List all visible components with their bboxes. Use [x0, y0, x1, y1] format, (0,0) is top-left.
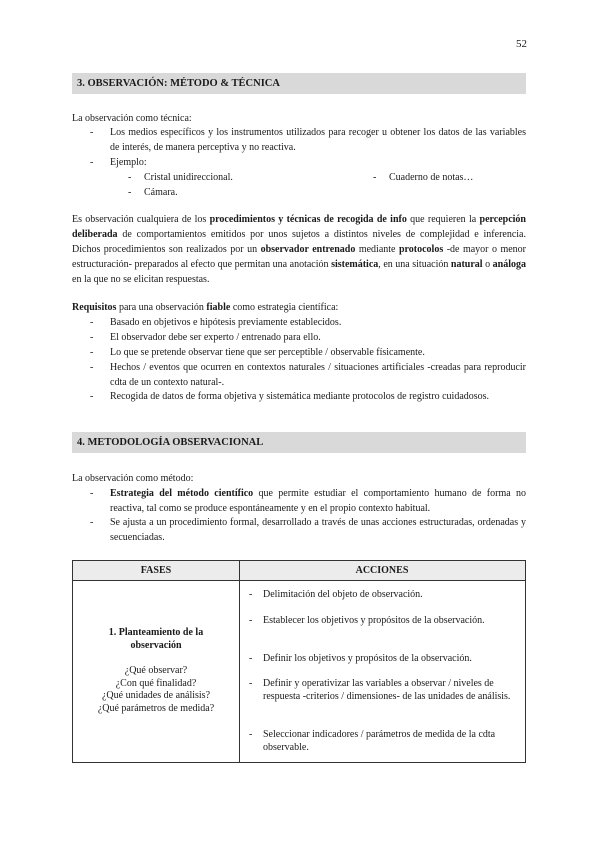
bullet-text: Los medios específicos y los instrumentos utilizados para recoger u obtener los datos de las variables de interés, de manera perceptiva y no reactiva. — [110, 127, 526, 153]
section-3-intro: La observación como técnica: — [72, 113, 192, 124]
page-number: 52 — [516, 38, 527, 50]
example-item: - Cámara. — [128, 185, 328, 200]
phase-questions — [77, 665, 235, 715]
example-text: Cuaderno de notas… — [389, 172, 474, 183]
action-item: - Definir los objetivos y propósitos de la observación. — [249, 653, 472, 664]
question: ¿Qué unidades de análisis? — [101, 690, 211, 701]
requirement-item: - Basado en objetivos e hipótesis previamente establecidos. — [90, 315, 526, 330]
method-bullet-text: Se ajusta a un procedimiento formal, desarrollado a través de unas acciones estructuradas, ordenadas y secuenciadas. — [110, 517, 526, 543]
table-header-acciones: ACCIONES — [239, 561, 525, 581]
example-item: - Cuaderno de notas… — [373, 170, 523, 185]
requirement-text: Recogida de datos de forma objetiva y sistemática mediante protocolos de registro cuidadosos. — [110, 391, 490, 402]
requirement-text: Hechos / eventos que ocurren en contextos naturales / situaciones artificiales -creadas para reproducir cdta de un contexto natural-. — [110, 362, 526, 388]
question: ¿Qué parámetros de medida? — [97, 702, 215, 714]
table-header-fases: FASES — [73, 561, 239, 581]
action-item: - Establecer los objetivos y propósitos de la observación. — [249, 615, 485, 626]
requirement-text: El observador debe ser experto / entrenado para ello. — [110, 332, 321, 343]
example-text: Cristal unidireccional. — [144, 172, 233, 183]
requirements-intro: Requisitos para una observación fiable como estrategia científica: — [72, 302, 339, 313]
bullet-item: - Los medios específicos y los instrumentos utilizados para recoger u obtener los datos de las variables de interés, de manera perceptiva y no reactiva. — [90, 127, 526, 153]
requirement-item: - Recogida de datos de forma objetiva y sistemática mediante protocolos de registro cuidadosos. — [90, 389, 526, 404]
action-item: - Definir y operativizar las variables a observar / niveles de respuesta -criterios / dimensiones- de las unidades de análisis. — [249, 678, 511, 702]
example-item: - Cristal unidireccional. — [128, 170, 328, 185]
bullet-text: Ejemplo: — [110, 157, 147, 168]
column-divider — [239, 561, 240, 762]
method-bullet: - Se ajusta a un procedimiento formal, desarrollado a través de unas acciones estructuradas, ordenadas y secuenciadas. — [90, 517, 526, 543]
example-text: Cámara. — [144, 187, 178, 198]
section-4-intro: La observación como método: — [72, 473, 194, 484]
question: ¿Qué observar? — [124, 665, 188, 676]
question: ¿Con qué finalidad? — [115, 677, 197, 689]
phases-table — [72, 560, 526, 763]
bullet-item: - Ejemplo: — [90, 155, 526, 170]
requirement-item: - Lo que se pretende observar tiene que ser perceptible / observable físicamente. — [90, 345, 526, 360]
section-4-heading: 4. METODOLOGÍA OBSERVACIONAL — [72, 432, 526, 453]
phase-title: 1. Planteamiento de la observación — [108, 627, 204, 651]
requirement-text: Basado en objetivos e hipótesis previamente establecidos. — [110, 317, 342, 328]
method-bullet: - Estrategia del método científico que permite estudiar el comportamiento humano de forma no reactiva, tal como se produce espontáneamente y en el propio contexto habitual. — [90, 488, 527, 514]
action-item: - Delimitación del objeto de observación. — [249, 589, 423, 600]
section-3-paragraph: Es observación cualquiera de los procedimientos y técnicas de recogida de info que requieren la percepción deliberada de comportamientos emitidos por unos sujetos a distintos niveles de complejidad e inferencia. Dichos procedimientos son realizados por un observador entrenado mediante protocolos -de mayor o menor estructuración- preparados al efecto que permitan una anotación sistemática, en una situación natural o análoga en la que no se elicitan respuestas. — [72, 214, 526, 285]
action-item: - Seleccionar indicadores / parámetros de medida de la cdta observable. — [249, 729, 496, 753]
requirement-text: Lo que se pretende observar tiene que ser perceptible / observable físicamente. — [110, 347, 425, 358]
requirement-item: - El observador debe ser experto / entrenado para ello. — [90, 330, 526, 345]
section-3-heading: 3. OBSERVACIÓN: MÉTODO & TÉCNICA — [72, 73, 526, 94]
requirement-item: - Hechos / eventos que ocurren en contextos naturales / situaciones artificiales -creadas para reproducir cdta de un contexto natural-. — [90, 362, 526, 388]
